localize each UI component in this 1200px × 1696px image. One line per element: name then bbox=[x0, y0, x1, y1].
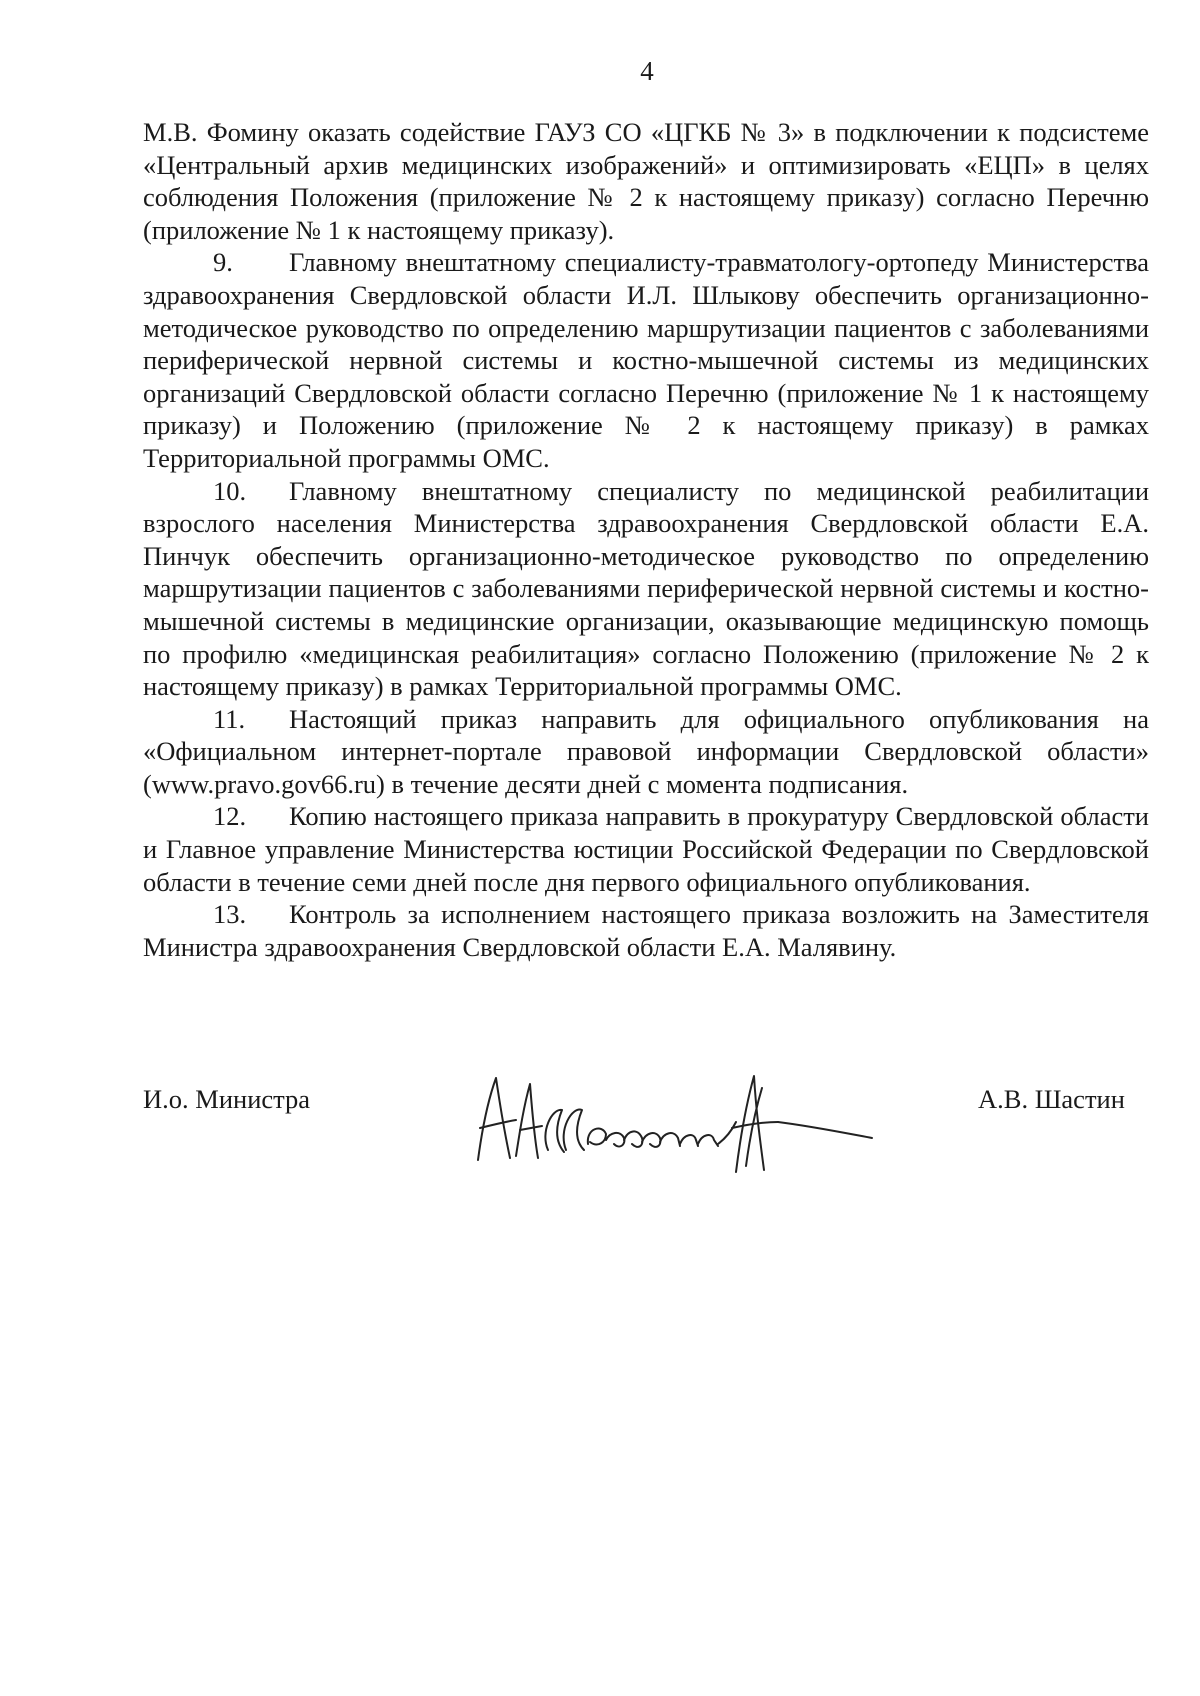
paragraph-item-9 bbox=[143, 246, 1149, 474]
paragraph-continuation bbox=[143, 116, 1149, 246]
signatory-position: И.о. Министра bbox=[143, 1084, 311, 1114]
document-body bbox=[143, 116, 1149, 963]
signatory-name: А.В. Шастин bbox=[978, 1084, 1125, 1114]
paragraph-text: Главному внештатному специалисту по медицинской реабилитации взрослого населения Министерства здравоохранения Свердловской области Е.А. Пинчук обеспечить организационно-методическое руководство по определению маршрутизации пациентов с заболеваниями периферической нервной системы и костно-мышечной системы в медицинские организации, оказывающие медицинскую помощь по профилю «медицинская реабилитация» согласно Положению (приложение № 2 к настоящему приказу) в рамках Территориальной программы ОМС. bbox=[143, 475, 1149, 702]
paragraph-item-13 bbox=[143, 898, 1149, 963]
paragraph-number: 10. bbox=[213, 475, 247, 506]
paragraph-text: Контроль за исполнением настоящего приказа возложить на Заместителя Министра здравоохранения Свердловской области Е.А. Малявину. bbox=[143, 899, 1149, 962]
paragraph-number: 9. bbox=[213, 247, 233, 278]
paragraph-text: Копию настоящего приказа направить в прокуратуру Свердловской области и Главное управление Министерства юстиции Российской Федерации по Свердловской области в течение семи дней после дня первого официального опубликования. bbox=[143, 801, 1149, 897]
paragraph-text: Настоящий приказ направить для официального опубликования на «Официальном интернет-портале правовой информации Свердловской области» (www.pravo.gov66.ru) в течение десяти дней с момента подписания. bbox=[143, 703, 1149, 799]
paragraph-text: М.В. Фомину оказать содействие ГАУЗ СО «ЦГКБ № 3» в подключении к подсистеме «Центральный архив медицинских изображений» и оптимизировать «ЕЦП» в целях соблюдения Положения (приложение № 2 к настоящему приказу) согласно Перечню (приложение № 1 к настоящему приказу). bbox=[143, 117, 1149, 245]
paragraph-number: 12. bbox=[213, 801, 247, 832]
paragraph-number: 11. bbox=[213, 703, 246, 734]
paragraph-item-11 bbox=[143, 703, 1149, 801]
page-number: 4 bbox=[640, 56, 654, 86]
paragraph-number: 13. bbox=[213, 899, 247, 930]
paragraph-item-12 bbox=[143, 800, 1149, 898]
signature-block bbox=[0, 1070, 1200, 1200]
paragraph-item-10 bbox=[143, 475, 1149, 703]
paragraph-text: Главному внештатному специалисту-травматологу-ортопеду Министерства здравоохранения Свердловской области И.Л. Шлыкову обеспечить организационно-методическое руководство по определению маршрутизации пациентов с заболеваниями периферической нервной системы и костно-мышечной системы из медицинских организаций Свердловской области согласно Перечню (приложение № 1 к настоящему приказу) и Положению (приложение № 2 к настоящему приказу) в рамках Территориальной программы ОМС. bbox=[143, 247, 1149, 473]
handwritten-signature bbox=[460, 1070, 900, 1180]
